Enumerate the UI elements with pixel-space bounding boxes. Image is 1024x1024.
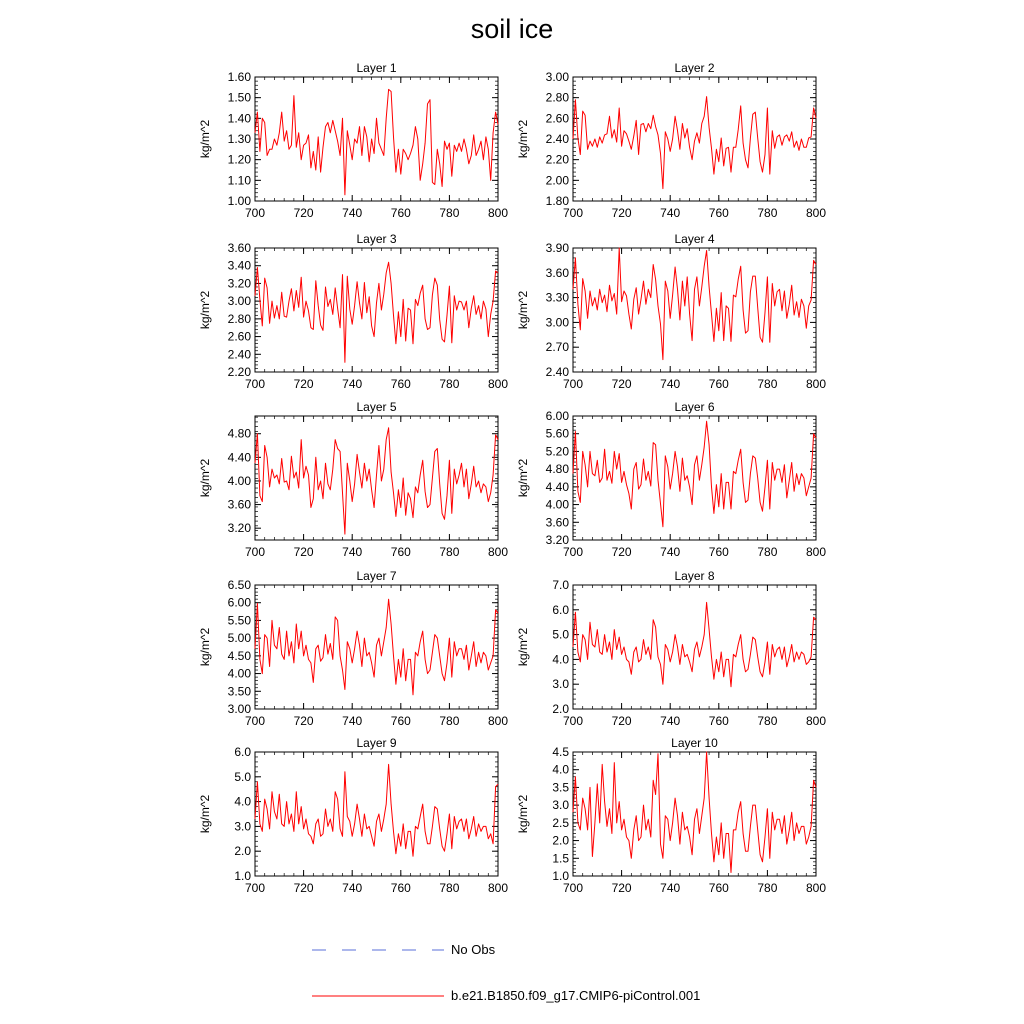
y-tick-label: 5.50 bbox=[227, 613, 251, 628]
panel-title: Layer 7 bbox=[356, 569, 397, 583]
panel-layer-4 bbox=[516, 232, 826, 391]
x-tick-label: 700 bbox=[244, 377, 266, 391]
x-tick-label: 720 bbox=[293, 545, 314, 559]
y-tick-label: 3.00 bbox=[545, 70, 569, 84]
x-tick-label: 800 bbox=[487, 714, 509, 728]
x-tick-label: 720 bbox=[611, 881, 632, 895]
legend-swatch-no-obs bbox=[312, 940, 444, 960]
y-tick-label: 6.00 bbox=[545, 409, 569, 423]
y-tick-label: 2.40 bbox=[545, 365, 569, 379]
x-tick-label: 780 bbox=[757, 545, 778, 559]
x-tick-label: 740 bbox=[342, 206, 363, 220]
panel-layer-1 bbox=[198, 61, 508, 220]
y-tick-label: 2.80 bbox=[227, 311, 251, 326]
plot-frame bbox=[573, 248, 816, 372]
panel-layer-8 bbox=[516, 569, 826, 728]
y-tick-label: 1.5 bbox=[552, 851, 569, 866]
y-tick-label: 3.20 bbox=[545, 533, 569, 547]
y-tick-label: 3.0 bbox=[552, 798, 569, 813]
x-tick-label: 700 bbox=[244, 714, 266, 728]
y-tick-label: 3.60 bbox=[227, 497, 251, 512]
x-tick-label: 720 bbox=[293, 714, 314, 728]
y-axis-label: kg/m^2 bbox=[516, 290, 530, 330]
x-tick-label: 780 bbox=[439, 881, 460, 895]
y-tick-label: 4.80 bbox=[227, 426, 251, 441]
x-tick-label: 800 bbox=[487, 881, 509, 895]
y-tick-label: 3.30 bbox=[545, 290, 569, 305]
panel-title: Layer 2 bbox=[674, 61, 715, 75]
series-line-0 bbox=[255, 599, 498, 695]
y-tick-label: 5.60 bbox=[545, 426, 569, 441]
x-tick-label: 760 bbox=[708, 377, 729, 391]
series-line-0 bbox=[255, 262, 498, 362]
y-tick-label: 6.0 bbox=[552, 602, 569, 617]
x-tick-label: 760 bbox=[390, 545, 411, 559]
y-tick-label: 2.5 bbox=[552, 815, 569, 830]
x-tick-label: 720 bbox=[293, 206, 314, 220]
y-tick-label: 2.70 bbox=[545, 340, 569, 355]
panel-title: Layer 1 bbox=[356, 61, 397, 75]
panel-layer-9 bbox=[198, 736, 508, 895]
y-tick-label: 3.60 bbox=[545, 265, 569, 280]
series-line-0 bbox=[255, 89, 498, 194]
plot-frame bbox=[573, 77, 816, 201]
y-tick-label: 1.00 bbox=[227, 194, 251, 208]
y-tick-label: 3.00 bbox=[227, 294, 251, 309]
y-tick-label: 3.00 bbox=[545, 315, 569, 330]
x-tick-label: 720 bbox=[611, 545, 632, 559]
y-tick-label: 1.40 bbox=[227, 111, 251, 126]
y-tick-label: 3.20 bbox=[227, 276, 251, 291]
y-tick-label: 2.60 bbox=[545, 111, 569, 126]
y-tick-label: 2.20 bbox=[545, 152, 569, 167]
y-tick-label: 4.00 bbox=[227, 473, 251, 488]
series-line-0 bbox=[573, 602, 816, 686]
y-tick-label: 3.60 bbox=[227, 241, 251, 255]
y-tick-label: 1.0 bbox=[234, 869, 251, 883]
y-tick-label: 3.50 bbox=[227, 684, 251, 699]
y-tick-label: 2.00 bbox=[545, 173, 569, 188]
x-tick-label: 780 bbox=[439, 714, 460, 728]
y-tick-label: 5.20 bbox=[545, 444, 569, 459]
y-tick-label: 6.0 bbox=[234, 745, 251, 759]
y-tick-label: 2.60 bbox=[227, 329, 251, 344]
x-tick-label: 760 bbox=[390, 714, 411, 728]
x-tick-label: 800 bbox=[487, 377, 509, 391]
y-axis-label: kg/m^2 bbox=[198, 290, 212, 330]
y-tick-label: 3.90 bbox=[545, 241, 569, 255]
x-tick-label: 720 bbox=[293, 881, 314, 895]
panel-title: Layer 10 bbox=[671, 736, 718, 750]
y-tick-label: 3.0 bbox=[552, 677, 569, 692]
panel-title: Layer 5 bbox=[356, 400, 397, 414]
y-tick-label: 1.0 bbox=[552, 869, 569, 883]
x-tick-label: 740 bbox=[342, 377, 363, 391]
plot-frame bbox=[573, 416, 816, 540]
x-tick-label: 740 bbox=[660, 377, 681, 391]
y-tick-label: 2.0 bbox=[234, 844, 251, 859]
y-tick-label: 3.5 bbox=[552, 780, 569, 795]
x-tick-label: 800 bbox=[805, 377, 827, 391]
y-tick-label: 1.80 bbox=[545, 194, 569, 208]
panel-title: Layer 6 bbox=[674, 400, 715, 414]
x-tick-label: 740 bbox=[660, 881, 681, 895]
y-tick-label: 4.00 bbox=[545, 497, 569, 512]
y-tick-label: 3.60 bbox=[545, 515, 569, 530]
x-tick-label: 740 bbox=[342, 881, 363, 895]
x-tick-label: 780 bbox=[757, 377, 778, 391]
panel-layer-10 bbox=[516, 736, 826, 895]
x-tick-label: 700 bbox=[244, 206, 266, 220]
series-line-0 bbox=[573, 97, 816, 189]
x-tick-label: 800 bbox=[805, 714, 827, 728]
y-tick-label: 6.50 bbox=[227, 578, 251, 592]
x-tick-label: 760 bbox=[390, 206, 411, 220]
x-tick-label: 800 bbox=[805, 206, 827, 220]
x-tick-label: 700 bbox=[562, 206, 584, 220]
y-axis-label: kg/m^2 bbox=[198, 794, 212, 834]
y-tick-label: 1.10 bbox=[227, 173, 251, 188]
x-tick-label: 780 bbox=[757, 714, 778, 728]
y-tick-label: 1.20 bbox=[227, 152, 251, 167]
x-tick-label: 740 bbox=[342, 714, 363, 728]
y-axis-label: kg/m^2 bbox=[198, 458, 212, 498]
x-tick-label: 720 bbox=[611, 377, 632, 391]
x-tick-label: 760 bbox=[708, 545, 729, 559]
y-tick-label: 1.50 bbox=[227, 90, 251, 105]
panel-title: Layer 9 bbox=[356, 736, 397, 750]
x-tick-label: 780 bbox=[439, 206, 460, 220]
x-tick-label: 760 bbox=[708, 714, 729, 728]
x-tick-label: 760 bbox=[390, 377, 411, 391]
plot-frame bbox=[255, 248, 498, 372]
y-axis-label: kg/m^2 bbox=[516, 627, 530, 667]
y-tick-label: 3.00 bbox=[227, 702, 251, 716]
panel-title: Layer 8 bbox=[674, 569, 715, 583]
y-tick-label: 2.80 bbox=[545, 90, 569, 105]
x-tick-label: 780 bbox=[439, 377, 460, 391]
legend-label-no-obs: No Obs bbox=[451, 942, 496, 957]
y-tick-label: 4.0 bbox=[234, 794, 251, 809]
x-tick-label: 700 bbox=[562, 545, 584, 559]
y-tick-label: 4.80 bbox=[545, 462, 569, 477]
y-tick-label: 5.0 bbox=[234, 769, 251, 784]
panel-layer-2 bbox=[516, 61, 826, 220]
y-tick-label: 6.00 bbox=[227, 595, 251, 610]
x-tick-label: 800 bbox=[805, 545, 827, 559]
legend-swatch-model-run bbox=[312, 986, 444, 1006]
y-tick-label: 4.0 bbox=[552, 652, 569, 667]
y-axis-label: kg/m^2 bbox=[198, 119, 212, 159]
y-tick-label: 3.0 bbox=[234, 819, 251, 834]
y-tick-label: 1.30 bbox=[227, 132, 251, 146]
y-tick-label: 5.0 bbox=[552, 627, 569, 642]
x-tick-label: 800 bbox=[487, 545, 509, 559]
page-title: soil ice bbox=[470, 14, 554, 44]
x-tick-label: 700 bbox=[562, 881, 584, 895]
series-line-0 bbox=[255, 428, 498, 534]
y-tick-label: 7.0 bbox=[552, 578, 569, 592]
x-tick-label: 780 bbox=[439, 545, 460, 559]
y-axis-label: kg/m^2 bbox=[516, 458, 530, 498]
x-tick-label: 740 bbox=[660, 545, 681, 559]
y-tick-label: 4.50 bbox=[227, 648, 251, 663]
plot-frame bbox=[573, 752, 816, 876]
y-tick-label: 1.60 bbox=[227, 70, 251, 84]
x-tick-label: 720 bbox=[611, 206, 632, 220]
x-tick-label: 740 bbox=[660, 714, 681, 728]
y-tick-label: 2.40 bbox=[545, 132, 569, 146]
series-line-0 bbox=[573, 752, 816, 873]
x-tick-label: 760 bbox=[708, 881, 729, 895]
y-tick-label: 2.20 bbox=[227, 365, 251, 379]
y-tick-label: 4.40 bbox=[545, 479, 569, 494]
legend-label-model-run: b.e21.B1850.f09_g17.CMIP6-piControl.001 bbox=[451, 988, 701, 1003]
series-line-0 bbox=[573, 248, 816, 360]
y-axis-label: kg/m^2 bbox=[516, 794, 530, 834]
x-tick-label: 800 bbox=[487, 206, 509, 220]
x-tick-label: 700 bbox=[562, 714, 584, 728]
y-axis-label: kg/m^2 bbox=[516, 119, 530, 159]
panel-layer-7 bbox=[198, 569, 508, 728]
x-tick-label: 720 bbox=[611, 714, 632, 728]
x-tick-label: 700 bbox=[244, 545, 266, 559]
x-tick-label: 780 bbox=[757, 881, 778, 895]
y-tick-label: 2.0 bbox=[552, 833, 569, 848]
x-tick-label: 800 bbox=[805, 881, 827, 895]
y-tick-label: 3.20 bbox=[227, 521, 251, 536]
y-tick-label: 4.0 bbox=[552, 762, 569, 777]
x-tick-label: 780 bbox=[757, 206, 778, 220]
y-tick-label: 5.00 bbox=[227, 631, 251, 646]
series-line-0 bbox=[573, 421, 816, 526]
y-tick-label: 4.00 bbox=[227, 666, 251, 681]
y-tick-label: 4.5 bbox=[552, 745, 569, 759]
panel-title: Layer 4 bbox=[674, 232, 715, 246]
x-tick-label: 740 bbox=[660, 206, 681, 220]
y-tick-label: 2.0 bbox=[552, 702, 569, 716]
panel-layer-6 bbox=[516, 400, 826, 559]
x-tick-label: 740 bbox=[342, 545, 363, 559]
x-tick-label: 760 bbox=[390, 881, 411, 895]
x-tick-label: 720 bbox=[293, 377, 314, 391]
y-tick-label: 4.40 bbox=[227, 450, 251, 465]
y-tick-label: 3.40 bbox=[227, 258, 251, 273]
y-axis-label: kg/m^2 bbox=[198, 627, 212, 667]
panel-title: Layer 3 bbox=[356, 232, 397, 246]
y-tick-label: 2.40 bbox=[227, 347, 251, 362]
panel-layer-5 bbox=[198, 400, 508, 559]
x-tick-label: 700 bbox=[244, 881, 266, 895]
x-tick-label: 760 bbox=[708, 206, 729, 220]
panel-layer-3 bbox=[198, 232, 508, 391]
series-line-0 bbox=[255, 764, 498, 856]
x-tick-label: 700 bbox=[562, 377, 584, 391]
